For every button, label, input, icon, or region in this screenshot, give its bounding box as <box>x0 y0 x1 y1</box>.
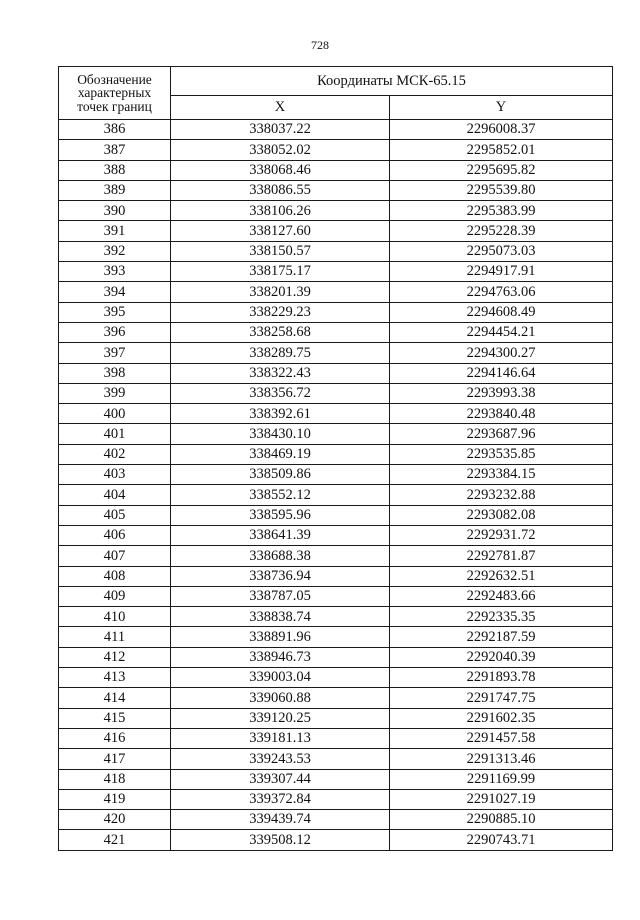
x-coordinate-cell: 339181.13 <box>171 728 390 748</box>
x-coordinate-cell: 339372.84 <box>171 789 390 809</box>
x-coordinate-cell: 339508.12 <box>171 830 390 850</box>
table-row <box>59 363 613 383</box>
x-coordinate-cell: 338469.19 <box>171 444 390 464</box>
y-coordinate-cell: 2291457.58 <box>390 728 613 748</box>
point-cell: 409 <box>59 586 171 606</box>
y-coordinate-cell: 2291313.46 <box>390 749 613 769</box>
point-cell: 419 <box>59 789 171 809</box>
point-cell: 412 <box>59 647 171 667</box>
point-cell: 418 <box>59 769 171 789</box>
x-column-header: X <box>171 95 390 119</box>
x-coordinate-cell: 338052.02 <box>171 140 390 160</box>
table-body <box>59 120 613 851</box>
table-row <box>59 708 613 728</box>
page-number: 728 <box>311 38 329 52</box>
x-coordinate-cell: 338595.96 <box>171 505 390 525</box>
point-cell: 394 <box>59 282 171 302</box>
y-coordinate-cell: 2295539.80 <box>390 180 613 200</box>
x-coordinate-cell: 339307.44 <box>171 769 390 789</box>
table-row <box>59 201 613 221</box>
table-row <box>59 688 613 708</box>
point-header-line: характерных <box>77 85 152 101</box>
point-cell: 407 <box>59 546 171 566</box>
coordinates-group-header: Координаты МСК-65.15 <box>171 67 613 96</box>
point-cell: 391 <box>59 221 171 241</box>
y-column-header: Y <box>390 95 613 119</box>
x-coordinate-cell: 339060.88 <box>171 688 390 708</box>
x-coordinate-cell: 338736.94 <box>171 566 390 586</box>
point-cell: 392 <box>59 241 171 261</box>
point-cell: 388 <box>59 160 171 180</box>
point-cell: 405 <box>59 505 171 525</box>
x-coordinate-cell: 338127.60 <box>171 221 390 241</box>
y-coordinate-cell: 2293232.88 <box>390 485 613 505</box>
x-coordinate-cell: 338322.43 <box>171 363 390 383</box>
y-coordinate-cell: 2295073.03 <box>390 241 613 261</box>
table-row <box>59 566 613 586</box>
point-cell: 395 <box>59 302 171 322</box>
y-coordinate-cell: 2293384.15 <box>390 465 613 485</box>
table-row <box>59 789 613 809</box>
table-row <box>59 546 613 566</box>
point-column-header <box>59 67 171 120</box>
point-header-line: точек границ <box>77 98 152 114</box>
point-header-line: Обозначение <box>77 71 152 87</box>
point-cell: 410 <box>59 607 171 627</box>
point-cell: 413 <box>59 668 171 688</box>
point-cell: 421 <box>59 830 171 850</box>
point-cell: 414 <box>59 688 171 708</box>
y-coordinate-cell: 2294917.91 <box>390 262 613 282</box>
table-row <box>59 749 613 769</box>
y-coordinate-cell: 2290743.71 <box>390 830 613 850</box>
table-row <box>59 383 613 403</box>
point-cell: 406 <box>59 525 171 545</box>
table-row <box>59 810 613 830</box>
table-row <box>59 322 613 342</box>
table-row <box>59 424 613 444</box>
y-coordinate-cell: 2292187.59 <box>390 627 613 647</box>
y-coordinate-cell: 2293993.38 <box>390 383 613 403</box>
table-row <box>59 120 613 140</box>
point-cell: 416 <box>59 728 171 748</box>
point-cell: 396 <box>59 322 171 342</box>
x-coordinate-cell: 338106.26 <box>171 201 390 221</box>
table-row <box>59 343 613 363</box>
x-coordinate-cell: 338150.57 <box>171 241 390 261</box>
point-cell: 404 <box>59 485 171 505</box>
table-row <box>59 728 613 748</box>
x-coordinate-cell: 338392.61 <box>171 404 390 424</box>
x-coordinate-cell: 339003.04 <box>171 668 390 688</box>
table-row <box>59 485 613 505</box>
point-cell: 400 <box>59 404 171 424</box>
table-row <box>59 647 613 667</box>
x-coordinate-cell: 338552.12 <box>171 485 390 505</box>
table-row <box>59 140 613 160</box>
table-row <box>59 830 613 850</box>
y-coordinate-cell: 2292040.39 <box>390 647 613 667</box>
table-row <box>59 160 613 180</box>
point-cell: 402 <box>59 444 171 464</box>
table-row <box>59 221 613 241</box>
table-row <box>59 668 613 688</box>
y-coordinate-cell: 2291602.35 <box>390 708 613 728</box>
y-coordinate-cell: 2292781.87 <box>390 546 613 566</box>
y-coordinate-cell: 2293840.48 <box>390 404 613 424</box>
x-coordinate-cell: 338258.68 <box>171 322 390 342</box>
point-cell: 398 <box>59 363 171 383</box>
x-coordinate-cell: 338838.74 <box>171 607 390 627</box>
coordinates-table <box>58 66 613 851</box>
x-coordinate-cell: 338356.72 <box>171 383 390 403</box>
point-cell: 403 <box>59 465 171 485</box>
x-coordinate-cell: 338891.96 <box>171 627 390 647</box>
table-row <box>59 769 613 789</box>
y-coordinate-cell: 2291893.78 <box>390 668 613 688</box>
x-coordinate-cell: 339243.53 <box>171 749 390 769</box>
y-coordinate-cell: 2292335.35 <box>390 607 613 627</box>
y-coordinate-cell: 2290885.10 <box>390 810 613 830</box>
x-coordinate-cell: 338787.05 <box>171 586 390 606</box>
x-coordinate-cell: 338430.10 <box>171 424 390 444</box>
table-row <box>59 282 613 302</box>
point-cell: 389 <box>59 180 171 200</box>
table-row <box>59 444 613 464</box>
point-cell: 411 <box>59 627 171 647</box>
table-header <box>59 67 613 120</box>
y-coordinate-cell: 2291747.75 <box>390 688 613 708</box>
point-cell: 386 <box>59 120 171 140</box>
y-coordinate-cell: 2294146.64 <box>390 363 613 383</box>
y-coordinate-cell: 2292931.72 <box>390 525 613 545</box>
table-row <box>59 525 613 545</box>
point-cell: 393 <box>59 262 171 282</box>
table-row <box>59 404 613 424</box>
table-row <box>59 607 613 627</box>
x-coordinate-cell: 338229.23 <box>171 302 390 322</box>
y-coordinate-cell: 2293687.96 <box>390 424 613 444</box>
y-coordinate-cell: 2293082.08 <box>390 505 613 525</box>
x-coordinate-cell: 338201.39 <box>171 282 390 302</box>
y-coordinate-cell: 2294763.06 <box>390 282 613 302</box>
y-coordinate-cell: 2291027.19 <box>390 789 613 809</box>
y-coordinate-cell: 2294608.49 <box>390 302 613 322</box>
y-coordinate-cell: 2291169.99 <box>390 769 613 789</box>
y-coordinate-cell: 2292483.66 <box>390 586 613 606</box>
table-row <box>59 505 613 525</box>
point-cell: 387 <box>59 140 171 160</box>
x-coordinate-cell: 338509.86 <box>171 465 390 485</box>
point-cell: 399 <box>59 383 171 403</box>
point-cell: 390 <box>59 201 171 221</box>
x-coordinate-cell: 339120.25 <box>171 708 390 728</box>
table-row <box>59 262 613 282</box>
point-cell: 397 <box>59 343 171 363</box>
x-coordinate-cell: 338086.55 <box>171 180 390 200</box>
y-coordinate-cell: 2294300.27 <box>390 343 613 363</box>
y-coordinate-cell: 2296008.37 <box>390 120 613 140</box>
x-coordinate-cell: 338641.39 <box>171 525 390 545</box>
point-cell: 417 <box>59 749 171 769</box>
table-row <box>59 241 613 261</box>
point-cell: 415 <box>59 708 171 728</box>
table-row <box>59 302 613 322</box>
point-cell: 420 <box>59 810 171 830</box>
y-coordinate-cell: 2292632.51 <box>390 566 613 586</box>
point-cell: 408 <box>59 566 171 586</box>
header-row-top <box>59 67 613 96</box>
x-coordinate-cell: 338068.46 <box>171 160 390 180</box>
table-row <box>59 180 613 200</box>
x-coordinate-cell: 339439.74 <box>171 810 390 830</box>
x-coordinate-cell: 338289.75 <box>171 343 390 363</box>
y-coordinate-cell: 2295695.82 <box>390 160 613 180</box>
table-row <box>59 627 613 647</box>
y-coordinate-cell: 2293535.85 <box>390 444 613 464</box>
x-coordinate-cell: 338946.73 <box>171 647 390 667</box>
y-coordinate-cell: 2294454.21 <box>390 322 613 342</box>
y-coordinate-cell: 2295383.99 <box>390 201 613 221</box>
table-row <box>59 465 613 485</box>
x-coordinate-cell: 338688.38 <box>171 546 390 566</box>
x-coordinate-cell: 338175.17 <box>171 262 390 282</box>
y-coordinate-cell: 2295852.01 <box>390 140 613 160</box>
point-cell: 401 <box>59 424 171 444</box>
y-coordinate-cell: 2295228.39 <box>390 221 613 241</box>
table-row <box>59 586 613 606</box>
x-coordinate-cell: 338037.22 <box>171 120 390 140</box>
